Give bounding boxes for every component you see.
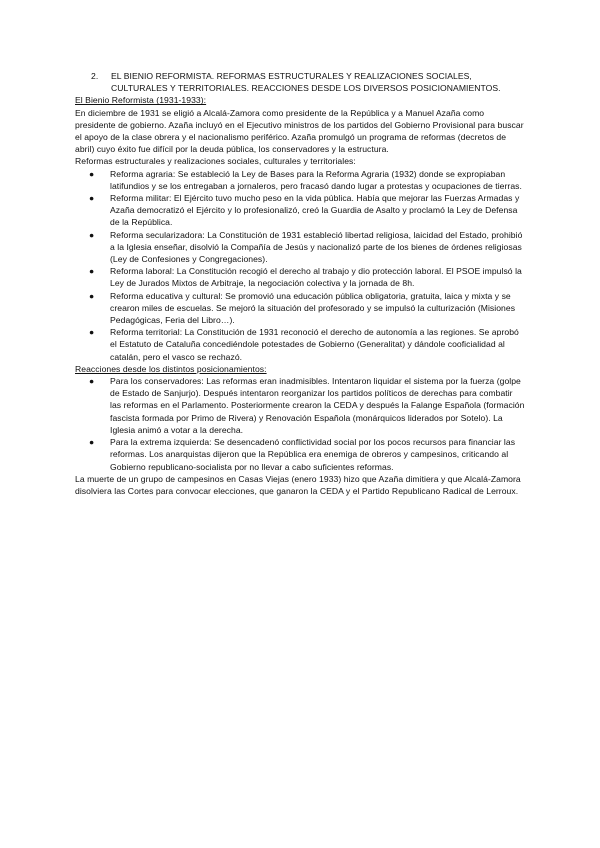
bullet-icon: ● xyxy=(89,168,95,179)
list-item-text: Reforma secularizadora: La Constitución de 1931 estableció libertad religiosa, laicidad del Estado, prohibió a la Iglesia enseñar, disolvió la Compañía de Jesús y nacionalizó parte de los bienes de órdenes religiosas (Ley de Confesiones y Congregaciones). xyxy=(110,229,523,265)
list-item-reforma-agraria xyxy=(75,168,525,192)
list-item-extrema-izquierda xyxy=(75,436,525,473)
list-item-text: Reforma educativa y cultural: Se promovió una educación pública obligatoria, gratuita, laica y mixta y se crearon miles de escuelas. Se mejoró la situación del profesorado y se impulsó la culturización (Misiones Pedagógicas, Feria del Libro…). xyxy=(110,290,516,326)
bullet-icon: ● xyxy=(89,229,95,240)
bullet-icon: ● xyxy=(89,327,95,338)
reforms-lead: Reformas estructurales y realizaciones sociales, culturales y territoriales: xyxy=(75,156,356,167)
list-item-text: Reforma militar: El Ejército tuvo mucho peso en la vida pública. Había que mejorar las Fuerzas Armadas y Azaña democratizó el Ejército y lo profesionalizó, creó la Guardia de Asalto y proclamó la Ley de Defensa de la República. xyxy=(110,193,520,228)
list-item-text: Para los conservadores: Las reformas eran inadmisibles. Intentaron liquidar el sistema por la fuerza (golpe de Estado de Sanjurjo). Después intentaron reorganizar los partidos políticos de derechas para combatir las reformas en el Parlamento. Posteriormente crearon la CEDA y después la Falange Española (formación fascista formada por Primo de Rivera) y Renovación Española (monárquicos liderados por Sotelo). La Iglesia animó a votar a la derecha. xyxy=(110,376,525,435)
list-item-reforma-territorial xyxy=(75,326,525,363)
bullet-icon: ● xyxy=(89,290,95,301)
heading-text: EL BIENIO REFORMISTA. REFORMAS ESTRUCTURALES Y REALIZACIONES SOCIALES, CULTURALES Y TERRITORIALES. REACCIONES DESDE LOS DIVERSOS POSICIONAMIENTOS. xyxy=(111,71,501,94)
bullet-icon: ● xyxy=(89,376,95,387)
list-item-text: Reforma agraria: Se estableció la Ley de Bases para la Reforma Agraria (1932) donde se expropiaban latifundios y se los entregaban a jornaleros, pero fracasó dando lugar a protestas y ocupaciones de tierras. xyxy=(110,168,522,191)
subheading-bienio: El Bienio Reformista (1931-1933): xyxy=(75,95,207,106)
list-item-reforma-secularizadora xyxy=(75,229,525,266)
reforms-list xyxy=(75,168,525,363)
list-item-text: Reforma territorial: La Constitución de 1931 reconoció el derecho de autonomía a las regiones. Se aprobó el Estatuto de Cataluña concediéndole potestades de Gobierno (Generalitat) y dándole cooficialidad al catalán, pero el vasco se rechazó. xyxy=(110,327,519,362)
list-item-reforma-educativa xyxy=(75,290,525,327)
list-item-reforma-militar xyxy=(75,192,525,229)
bullet-icon: ● xyxy=(89,266,95,277)
intro-paragraph: En diciembre de 1931 se eligió a Alcalá-Zamora como presidente de la República y a Manuel Azaña como presidente de gobierno. Azaña incluyó en el Ejecutivo ministros de los partidos del Gobierno Provisional para buscar el apoyo de la clase obrera y el nacionalismo periférico. Azaña promulgó un programa de reformas (decretos de abril) cuyo éxito fue difícil por la deuda pública, los conservadores y la estructura. xyxy=(75,107,524,155)
section-heading xyxy=(91,70,525,94)
list-item-text: Para la extrema izquierda: Se desencadenó conflictividad social por los pocos recursos para financiar las reformas. Los anarquistas dijeron que la República era enemiga de obreros y campesinos, criticando al Gobierno republicano-socialista por no llevar a cabo suficientes reformas. xyxy=(110,437,516,472)
list-item-reforma-laboral xyxy=(75,265,525,289)
reactions-list xyxy=(75,375,525,473)
list-item-conservadores xyxy=(75,375,525,436)
bullet-icon: ● xyxy=(89,437,95,448)
subheading-reacciones: Reacciones desde los distintos posicionamientos: xyxy=(75,363,267,374)
closing-paragraph: La muerte de un grupo de campesinos en Casas Viejas (enero 1933) hizo que Azaña dimitiera y que Alcalá-Zamora disolviera las Cortes para convocar elecciones, que ganaron la CEDA y el Partido Republicano Radical de Lerroux. xyxy=(75,473,521,496)
heading-number: 2. xyxy=(91,71,99,81)
document-page xyxy=(75,70,525,497)
list-item-text: Reforma laboral: La Constitución recogió el derecho al trabajo y dio protección laboral. El PSOE impulsó la Ley de Jurados Mixtos de Arbitraje, la negociación colectiva y la jornada de 8h. xyxy=(110,266,522,289)
bullet-icon: ● xyxy=(89,193,95,204)
